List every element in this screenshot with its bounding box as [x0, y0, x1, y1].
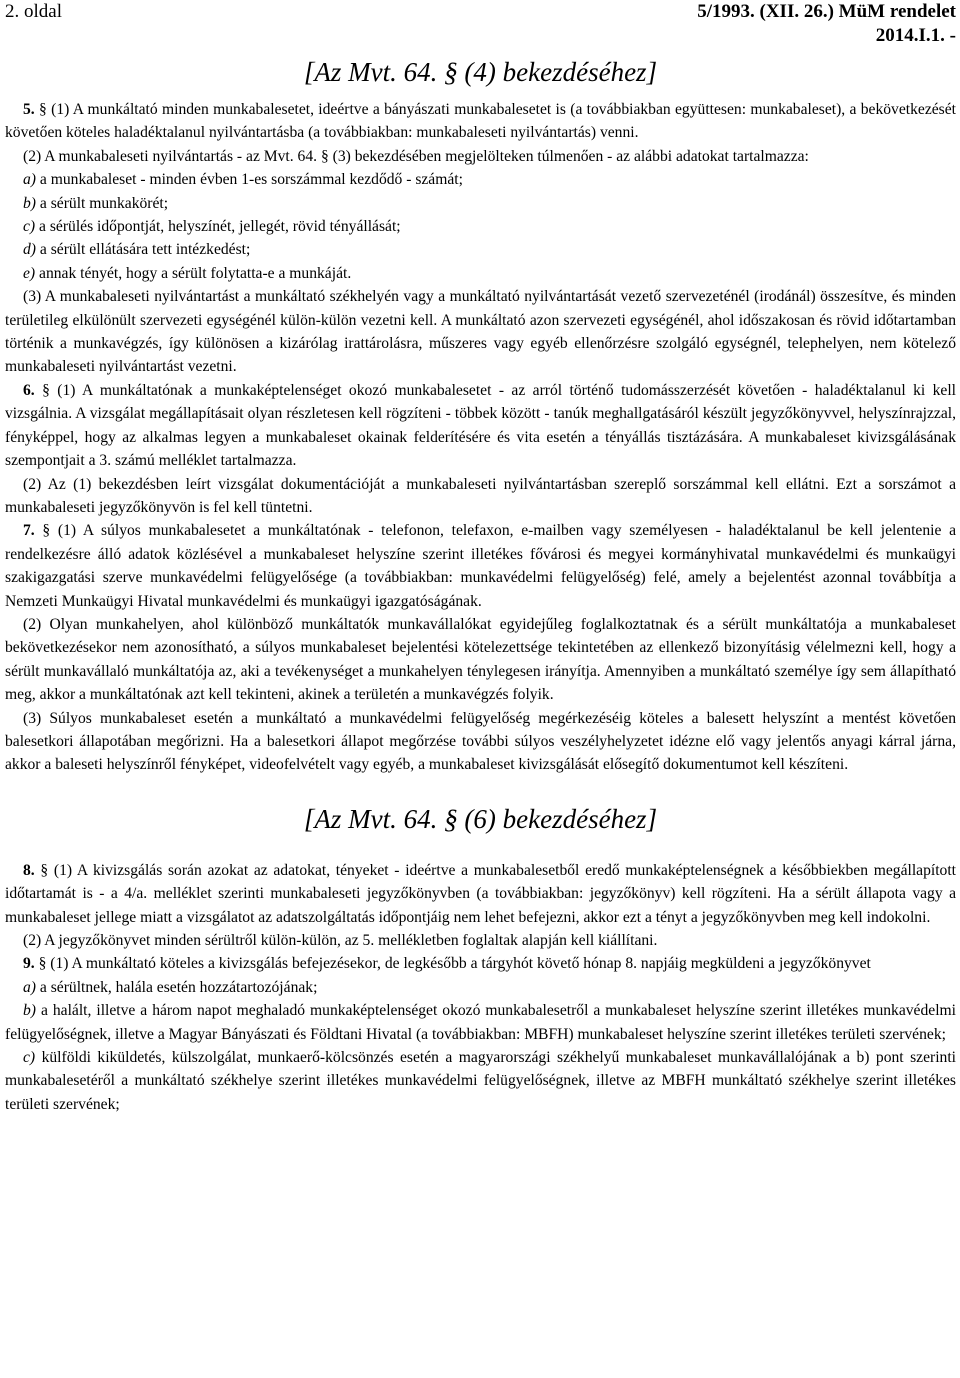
- section-heading: [Az Mvt. 64. § (4) bekezdéséhez]: [303, 57, 658, 87]
- list-item: a) a munkabaleset - minden évben 1-es sorszámmal kezdődő - számát;: [23, 171, 463, 189]
- paragraph-7-2: (2) Olyan munkahelyen, ahol különböző munkáltatók munkavállalókat egyidejűleg foglalkoztatnak és a sérült munkáltatója a munkabaleset bekövetkezésekor nem azonosítható, a súlyos munkabaleset bejelentési kötelezettsége tekintetében az ellenkező bizonyításig vélelmezni kell, hogy a sérült munkavállaló munkáltatója az, aki a tevékenységet a munkahelyen ténylegesen irányítja. Amennyiben a munkáltató személye így sem állapítható meg, akkor a munkáltatónak azt kell tekinteni, akinek a területén a munkavégzés folyik.: [5, 615, 956, 704]
- section-number: 5.: [23, 101, 35, 118]
- page-header: [5, 0, 956, 48]
- list-item: a) a sérültnek, halála esetén hozzátartozójának;: [23, 978, 318, 996]
- paragraph-5-2: (2) A munkabaleseti nyilvántartás - az Mvt. 64. § (3) bekezdésében megjelölteken túlmenően - az alábbi adatokat tartalmazza:: [23, 147, 809, 165]
- list-item: e) annak tényét, hogy a sérült folytatta-e a munkáját.: [23, 264, 352, 282]
- paragraph-9-1: 9. § (1) A munkáltató köteles a kivizsgálás befejezésekor, de legkésőbb a tárgyhót követő hónap 8. napjáig megküldeni a jegyzőkönyvet: [23, 955, 871, 973]
- paragraph-6-1: 6. § (1) A munkáltatónak a munkaképtelenséget okozó munkabalesetet - az arról történő tudomásszerzését követően - haladéktalanul ki kell vizsgálnia. A vizsgálat megállapításait olyan részletesen kell rögzíteni - többek között - tanúk meghallgatásáról készült jegyzőkönyvvel, helyszínrajzzal, fényképpel, hogy az alkalmas legyen a munkabaleset okainak felderítésére és vita esetén a tényállás tisztázására. A munkabaleset kivizsgálásának szempontjait a 3. számú melléklet tartalmazza.: [5, 381, 956, 470]
- section-number: 7.: [23, 522, 35, 540]
- section-number: 9.: [23, 955, 35, 973]
- section-heading: [Az Mvt. 64. § (6) bekezdéséhez]: [303, 803, 658, 834]
- paragraph-8-2: (2) A jegyzőkönyvet minden sérültről külön-külön, az 5. mellékletben foglaltak alapján kell kiállítani.: [23, 932, 658, 949]
- list-item: c) külföldi kiküldetés, külszolgálat, munkaerő-kölcsönzés esetén a magyarországi székhelyű munkabaleset munkavállalójának a b) pont szerinti munkabalesetéről a munkáltató székhelye szerint illetékes munkavédelmi felügyelőségnek, illetve az MBFH munkáltató székhelye szerint illetékes területi szervének;: [5, 1049, 956, 1113]
- paragraph-7-3: (3) Súlyos munkabaleset esetén a munkáltató a munkavédelmi felügyelőség megérkezéséig köteles a balesett helyszínt a mentést követően balesetkori állapotában megőrizni. Ha a balesetkori állapot megőrzése további súlyos veszélyhelyzetet idézne elő vagy jelentős anyagi kárral járna, akkor a baleseti helyszínről fényképet, videofelvételt vagy egyéb, a munkabaleset kivizsgálását elősegítő dokumentumot kell készíteni.: [5, 709, 956, 774]
- paragraph-6-2: (2) Az (1) bekezdésben leírt vizsgálat dokumentációját a munkabaleseti nyilvántartásban szereplő sorszámmal kell ellátni. Ezt a sorszámot a munkabaleseti jegyzőkönyvön is fel kell tüntetni.: [5, 475, 956, 516]
- list-item: d) a sérült ellátására tett intézkedést;: [23, 241, 251, 259]
- document-info: [697, 0, 956, 48]
- section-number: 6.: [23, 381, 35, 399]
- list-item: c) a sérülés időpontját, helyszínét, jellegét, rövid tényállását;: [23, 218, 401, 236]
- list-item: b) a halált, illetve a három napot meghaladó munkaképtelenséget okozó munkabalesetről a munkabaleset helyszíne szerint illetékes munkavédelmi felügyelőségnek, illetve a Magyar Bányászati és Földtani Hivatal (a továbbiakban: MBFH) munkabaleset helyszíne szerint illetékes területi szervének;: [5, 1002, 956, 1043]
- paragraph-8-1: 8. § (1) A kivizsgálás során azokat az adatokat, tényeket - ideértve a munkabalesetből eredő munkaképtelenségnek a későbbiekben megállapított időtartamát is - a 4/a. melléklet szerinti munkabaleseti jegyzőkönyvben (a továbbiakban: jegyzőkönyv) kell rögzíteni. Ha a sérült állapota vagy a munkabaleset jellege miatt a vizsgálatot az adatszolgáltatás időpontjáig nem lehet befejezni, akkor ezt a tényt a jegyzőkönyvben meg kell indokolni.: [5, 861, 956, 926]
- document-state: 2014.I.1. -: [875, 25, 956, 46]
- list-item: b) a sérült munkakörét;: [23, 194, 169, 212]
- page-number: 2. oldal: [5, 1, 62, 22]
- paragraph-5-1: 5. § (1) A munkáltató minden munkabalesetet, ideértve a bányászati munkabalesetet is (a továbbiakban együttesen: munkabaleset), a bekövetkezését követően köteles haladéktalanul nyilvántartásba (a továbbiakban: munkabaleseti nyilvántartás) venni.: [5, 101, 956, 142]
- paragraph-5-3: (3) A munkabaleseti nyilvántartást a munkáltató székhelyén vagy a munkáltató nyilvántartását vezető szervezeténél (irodánál) összesítve, és minden területileg elkülönült szervezeti egységénél külön-külön vezetni kell. A munkáltató azon szervezeti egységénél, ahol időszakosan és rövid időtartamban történik a munkavégzés, így különösen a kizárólag irattárolásra, műszeres vagy egyéb ellenőrzésre szolgáló egységnél, telephelyen, nem kötelező munkabaleseti nyilvántartást vezetni.: [5, 288, 956, 376]
- document-title: 5/1993. (XII. 26.) MüM rendelet: [697, 1, 956, 22]
- paragraph-7-1: 7. § (1) A súlyos munkabalesetet a munkáltatónak - telefonon, telefaxon, e-mailben vagy személyesen - haladéktalanul be kell jelentenie a rendelkezésre álló adatok közlésével a munkabaleset helyszíne szerint illetékes fővárosi és megyei kormányhivatal munkavédelmi és munkaügyi szakigazgatási szerve munkavédelmi felügyelősége (a továbbiakban: munkavédelmi felügyelőség) felé, amely a bejelentést azonnal továbbítja a Nemzeti Munkaügyi Hivatal munkavédelmi és munkaügyi igazgatóságának.: [5, 522, 956, 610]
- section-number: 8.: [23, 861, 35, 879]
